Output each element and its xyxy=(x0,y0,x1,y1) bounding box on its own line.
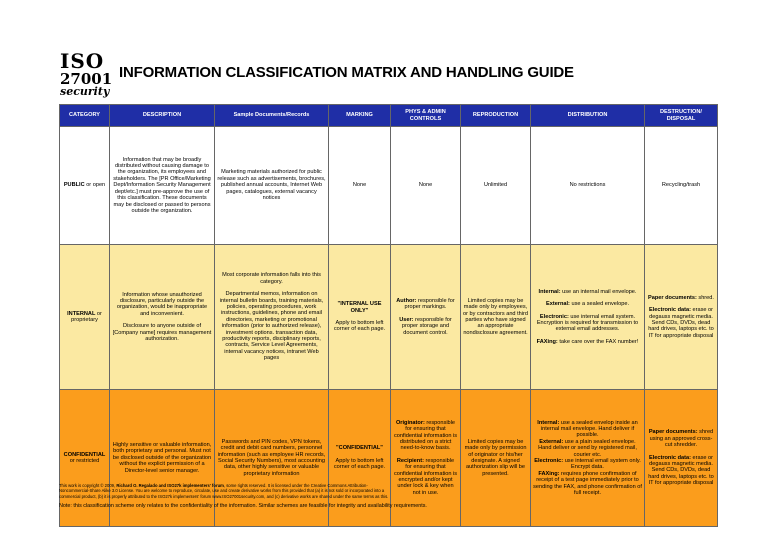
internal-category-alt: or proprietary xyxy=(71,310,102,323)
confidential-description: Highly sensitive or valuable information, both proprietary and personal. Must not be disclosed outside of the organization without the explicit permission of a Director-level senior manager. xyxy=(110,390,215,527)
public-category xyxy=(60,127,110,245)
internal-samples-2: Departmental memos, information on internal bulletin boards, training materials, policies, operating procedures, work instructions, guidelines, phone and email directories, marketing or promotional information (prior to authorized release), investment options. transaction data, productivity reports, disciplinary reports, contracts, Service Level Agreements, internal vacancy notices, intranet Web pages xyxy=(219,291,324,362)
internal-description-2: Disclosure to anyone outside of [Company name] requires management authorization. xyxy=(112,323,212,343)
disposal-paper-text: shred. xyxy=(696,294,714,301)
public-samples: Marketing materials authorized for public release such as advertisements, brochures, published annual accounts, Internet Web pages, catalogues, external vacancy notices xyxy=(215,127,329,245)
public-distribution: No restrictions xyxy=(531,127,645,245)
header-distribution: DISTRIBUTION xyxy=(531,105,645,127)
classification-matrix xyxy=(59,104,718,527)
disposal-electronic-label: Electronic data: xyxy=(648,307,691,314)
confidential-dist-internal xyxy=(533,420,642,439)
header-controls: PHYS & ADMIN CONTROLS xyxy=(391,105,461,127)
disposal-electronic-text: erase or degauss magnetic media. Send CDs, DVDs, dead hard drives, laptops etc. to IT for appropriate disposal xyxy=(648,307,714,339)
dist-electronic-text: use internal email system only. Encrypt data. xyxy=(563,458,641,471)
public-category-name: PUBLIC xyxy=(63,182,85,189)
confidential-dist-fax xyxy=(533,471,642,497)
logo-line-iso: ISO xyxy=(60,49,105,73)
disposal-paper-label: Paper documents: xyxy=(648,294,697,301)
dist-fax-text: take care over the FAX number! xyxy=(557,338,639,345)
originator-label: Originator: xyxy=(395,419,425,426)
confidential-disposal xyxy=(645,390,718,527)
internal-dist-external xyxy=(533,301,642,307)
dist-fax-label: FAXing: xyxy=(538,470,560,477)
iso27001-logo xyxy=(60,51,118,99)
confidential-disposal-paper xyxy=(647,429,715,448)
dist-external-text: use a plain sealed envelope. Hand deliver or send by registered mail, courier etc. xyxy=(538,438,637,458)
internal-samples-1: Most corporate information falls into this category. xyxy=(222,272,321,285)
confidential-category-name: CONFIDENTIAL xyxy=(63,451,106,458)
public-disposal: Recycling/trash xyxy=(645,127,718,245)
recipient-text: responsible for ensuring that confidential information is encrypted and/or kept under lock & key when not in use. xyxy=(393,457,458,496)
dist-external-label: External: xyxy=(545,301,570,308)
license-prefix: This work is copyright © 2009, xyxy=(59,483,117,488)
internal-samples xyxy=(215,245,329,390)
author-label: Author: xyxy=(396,297,417,304)
user-label: User: xyxy=(399,316,414,323)
confidential-dist-external xyxy=(533,439,642,458)
internal-marking-placement: Apply to bottom left corner of each page. xyxy=(333,320,386,333)
disposal-electronic-label: Electronic data: xyxy=(648,454,691,461)
dist-electronic-label: Electronic: xyxy=(534,458,564,464)
public-description: Information that may be broadly distributed without causing damage to the organization, its employees and stakeholders. The [PR Office/Marketing Dept/Information Security Management dept/etc.] must pre-approve the use of this classification. These documents may be disclosed or passed to persons outside the organization. xyxy=(110,127,215,245)
internal-controls-author xyxy=(393,298,458,311)
internal-controls-user xyxy=(393,317,458,336)
internal-category-name: INTERNAL xyxy=(67,310,96,317)
license-text xyxy=(59,483,389,499)
internal-description xyxy=(110,245,215,390)
public-category-alt: or open xyxy=(84,182,106,189)
internal-reproduction: Limited copies may be made only by employees, or by contractors and third parties who have signed an appropriate nondisclosure agreement. xyxy=(461,245,531,390)
internal-distribution xyxy=(531,245,645,390)
confidential-disposal-electronic xyxy=(647,455,715,487)
dist-electronic-text: use internal email system. Encryption is required for transmission to external email addresses. xyxy=(536,313,639,333)
author-text: responsible for proper markings. xyxy=(404,297,455,311)
dist-external-label: External: xyxy=(539,438,564,445)
internal-dist-electronic xyxy=(533,314,642,333)
dist-internal-label: Internal: xyxy=(538,288,561,295)
dist-fax-label: FAXing: xyxy=(536,338,558,345)
internal-dist-fax xyxy=(533,339,642,345)
disposal-electronic-text: erase or degauss magnetic media. Send CDs, DVDs, dead hard drives, laptops etc. to IT for appropriate disposal xyxy=(648,454,714,487)
page-title: INFORMATION CLASSIFICATION MATRIX AND HANDLING GUIDE xyxy=(119,64,574,81)
internal-disposal xyxy=(645,245,718,390)
confidential-dist-electronic xyxy=(533,458,642,471)
dist-internal-label: Internal: xyxy=(537,419,560,426)
confidential-marking-label: "CONFIDENTIAL" xyxy=(336,445,383,452)
disposal-paper-text: shred using an approved cross-cut shredder. xyxy=(649,429,714,449)
confidential-category-alt: or restricted xyxy=(69,458,100,464)
internal-marking-label: "INTERNAL USE ONLY" xyxy=(337,301,382,314)
logo-line-security: security xyxy=(60,85,110,98)
confidential-reproduction: Limited copies may be made only by permission of originator or his/her designate. A signed authorization slip will be presented. xyxy=(461,390,531,527)
confidential-samples: Passwords and PIN codes, VPN tokens, credit and debit card numbers, personnel information (such as employee HR records, Social Security Numbers), most accounting data, other highly sensitive or valuable proprietary information xyxy=(215,390,329,527)
header-marking: MARKING xyxy=(329,105,391,127)
internal-disposal-electronic xyxy=(647,307,715,339)
row-public xyxy=(60,127,718,245)
internal-category xyxy=(60,245,110,390)
license-holder: Richard O. Regalado and ISO27k implementers' forum xyxy=(116,483,224,488)
internal-description-1: Information whose unauthorized disclosure, particularly outside the organization, would be inappropriate and inconvenient. xyxy=(116,291,208,317)
header-samples: Sample Documents/Records xyxy=(215,105,329,127)
public-controls: None xyxy=(391,127,461,245)
user-text: responsible for proper storage and document control. xyxy=(401,316,452,336)
logo-line-27001: 27001 xyxy=(60,70,113,88)
recipient-label: Recipient: xyxy=(396,457,424,464)
confidential-controls-originator xyxy=(393,420,458,452)
originator-text: responsible for ensuring that confidential information is distributed on a strict need-to-know basis. xyxy=(393,419,458,452)
header-description: DESCRIPTION xyxy=(110,105,215,127)
confidential-marking-placement: Apply to bottom left corner of each page. xyxy=(333,457,386,471)
internal-controls xyxy=(391,245,461,390)
dist-electronic-label: Electronic: xyxy=(539,313,569,320)
footer-note: Note: this classification scheme only relates to the confidentiality of the information. Similar schemes are feasible for integrity and availability requirements. xyxy=(59,503,427,509)
header-disposal: DESTRUCTION/ DISPOSAL xyxy=(645,105,718,127)
dist-internal-text: use an internal mail envelope. xyxy=(560,288,637,295)
internal-marking xyxy=(329,245,391,390)
row-internal xyxy=(60,245,718,390)
confidential-controls-recipient xyxy=(393,458,458,496)
dist-fax-text: requires phone confirmation of receipt of a test page immediately prior to sending the FAX, and phone confirmation of full receipt. xyxy=(533,470,642,497)
header-category: CATEGORY xyxy=(60,105,110,127)
internal-disposal-paper xyxy=(647,295,715,301)
header-row xyxy=(60,105,718,127)
confidential-distribution xyxy=(531,390,645,527)
public-marking: None xyxy=(329,127,391,245)
header-reproduction: REPRODUCTION xyxy=(461,105,531,127)
public-reproduction: Unlimited xyxy=(461,127,531,245)
internal-dist-internal xyxy=(533,289,642,295)
dist-internal-text: use a sealed envelop inside an internal mail envelope. Hand deliver if possible. xyxy=(540,419,638,439)
dist-external-text: use a sealed envelope. xyxy=(569,301,630,308)
disposal-paper-label: Paper documents: xyxy=(648,429,698,436)
license-terms: , some rights reserved. It is licensed under the Creative Commons Attribution-Noncommercial-Share Alike 3.0 License. You are welcome to reproduce, circulate, use and create derivative works from this provided that (a) it is not sold or incorporated into a commercial product, (b) it is properly attributed to the ISO27k implementers' forum www.ISO27001security.com, and (c) derivative works are shared under the same terms as this. xyxy=(59,483,389,499)
